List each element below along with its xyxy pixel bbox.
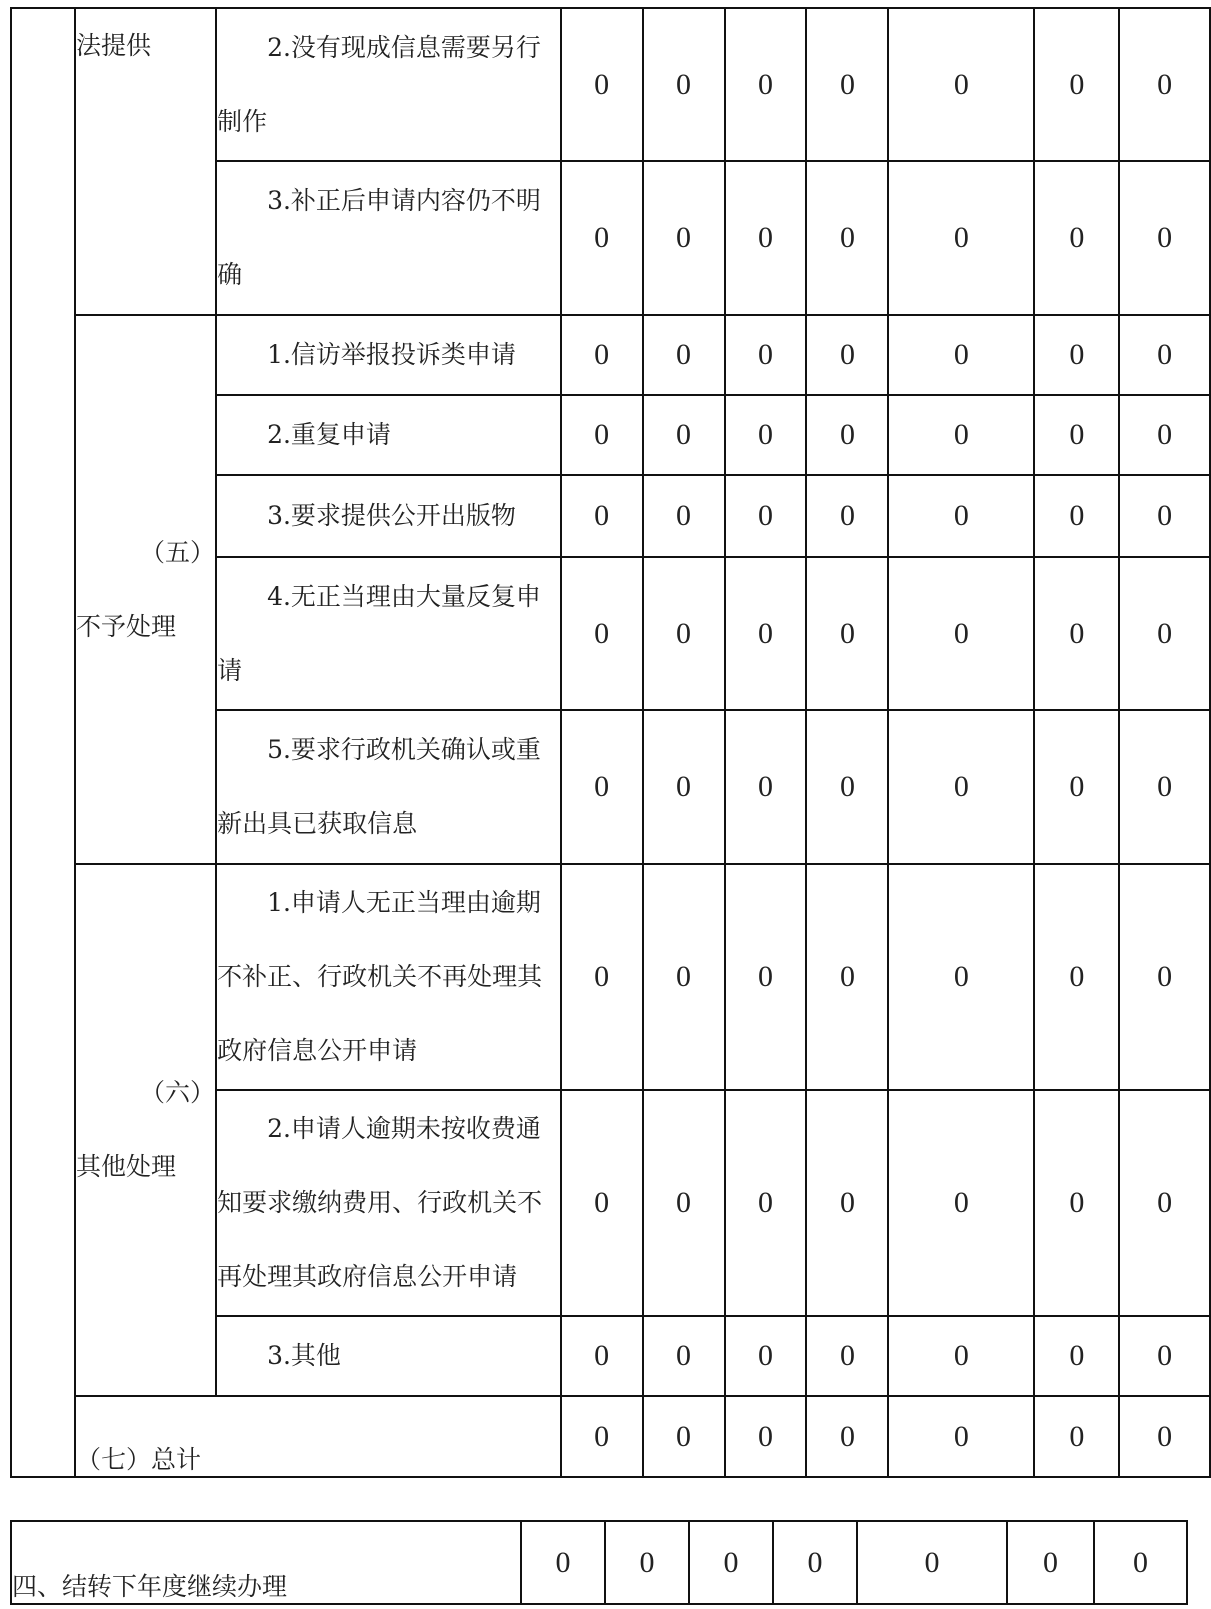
cell-value: 0 — [857, 1521, 1007, 1604]
total-label: （七）总计 — [75, 1396, 561, 1477]
cell-value: 0 — [1119, 8, 1210, 161]
cell-value: 0 — [1034, 395, 1119, 475]
cell-value: 0 — [806, 161, 888, 315]
row-label: 5.要求行政机关确认或重新出具已获取信息 — [216, 710, 561, 864]
cell-value: 0 — [725, 1396, 807, 1477]
cell-value: 0 — [561, 710, 643, 864]
cell-value: 0 — [725, 557, 807, 710]
carryover-row — [11, 1521, 1187, 1604]
cell-value: 0 — [643, 8, 725, 161]
cell-value: 0 — [561, 1396, 643, 1477]
row-label: 3.补正后申请内容仍不明确 — [216, 161, 561, 315]
carryover-table — [10, 1520, 1188, 1605]
cell-value: 0 — [643, 161, 725, 315]
cell-value: 0 — [806, 315, 888, 395]
row-label: 2.没有现成信息需要另行制作 — [216, 8, 561, 161]
cell-value: 0 — [1034, 1316, 1119, 1396]
cell-value: 0 — [725, 864, 807, 1090]
cell-value: 0 — [643, 557, 725, 710]
cell-value: 0 — [806, 864, 888, 1090]
row-label: 1.信访举报投诉类申请 — [216, 315, 561, 395]
cell-value: 0 — [1034, 710, 1119, 864]
cell-value: 0 — [521, 1521, 605, 1604]
carryover-label: 四、结转下年度继续办理 — [11, 1521, 521, 1604]
row-label: 2.申请人逾期未按收费通知要求缴纳费用、行政机关不再处理其政府信息公开申请 — [216, 1090, 561, 1316]
cell-value: 0 — [561, 1316, 643, 1396]
cell-value: 0 — [1119, 395, 1210, 475]
cell-value: 0 — [888, 395, 1034, 475]
cell-value: 0 — [561, 161, 643, 315]
cell-value: 0 — [643, 1316, 725, 1396]
cell-value: 0 — [725, 395, 807, 475]
cell-value: 0 — [725, 1316, 807, 1396]
disclosure-statistics-table — [10, 7, 1211, 1478]
cell-value: 0 — [1119, 864, 1210, 1090]
row-label: 4.无正当理由大量反复申请 — [216, 557, 561, 710]
cell-value: 0 — [806, 1316, 888, 1396]
cell-value: 0 — [643, 395, 725, 475]
cell-value: 0 — [643, 710, 725, 864]
cell-value: 0 — [1119, 475, 1210, 557]
cell-value: 0 — [643, 864, 725, 1090]
cell-value: 0 — [561, 8, 643, 161]
cell-value: 0 — [888, 315, 1034, 395]
table-row — [11, 8, 1210, 161]
cell-value: 0 — [888, 1090, 1034, 1316]
cell-value: 0 — [725, 1090, 807, 1316]
cell-value: 0 — [888, 1396, 1034, 1477]
total-row — [11, 1396, 1210, 1477]
cell-value: 0 — [888, 161, 1034, 315]
cell-value: 0 — [561, 557, 643, 710]
cell-value: 0 — [1007, 1521, 1094, 1604]
cell-value: 0 — [561, 395, 643, 475]
cell-value: 0 — [888, 710, 1034, 864]
cell-value: 0 — [725, 475, 807, 557]
row-label: 3.要求提供公开出版物 — [216, 475, 561, 557]
cell-value: 0 — [561, 475, 643, 557]
outer-category-cell — [11, 8, 75, 1477]
cell-value: 0 — [561, 1090, 643, 1316]
cell-value: 0 — [1034, 161, 1119, 315]
cell-value: 0 — [605, 1521, 689, 1604]
cell-value: 0 — [1119, 315, 1210, 395]
row-label: 2.重复申请 — [216, 395, 561, 475]
cell-value: 0 — [643, 475, 725, 557]
cell-value: 0 — [1034, 315, 1119, 395]
cell-value: 0 — [725, 161, 807, 315]
row-label: 3.其他 — [216, 1316, 561, 1396]
cell-value: 0 — [1034, 1396, 1119, 1477]
table-row — [11, 315, 1210, 395]
cell-value: 0 — [1034, 1090, 1119, 1316]
cell-value: 0 — [806, 8, 888, 161]
cell-value: 0 — [643, 315, 725, 395]
cell-value: 0 — [643, 1090, 725, 1316]
cell-value: 0 — [725, 8, 807, 161]
group-other-process: （六）其他处理 — [75, 864, 216, 1396]
group-unable-provide-tail: 法提供 — [75, 8, 216, 315]
cell-value: 0 — [888, 864, 1034, 1090]
cell-value: 0 — [1119, 161, 1210, 315]
cell-value: 0 — [806, 710, 888, 864]
row-label: 1.申请人无正当理由逾期不补正、行政机关不再处理其政府信息公开申请 — [216, 864, 561, 1090]
cell-value: 0 — [806, 557, 888, 710]
cell-value: 0 — [1094, 1521, 1187, 1604]
cell-value: 0 — [1034, 864, 1119, 1090]
cell-value: 0 — [561, 864, 643, 1090]
cell-value: 0 — [888, 475, 1034, 557]
cell-value: 0 — [1119, 1090, 1210, 1316]
cell-value: 0 — [1034, 475, 1119, 557]
table-row — [11, 864, 1210, 1090]
group-not-process: （五）不予处理 — [75, 315, 216, 864]
cell-value: 0 — [1034, 8, 1119, 161]
cell-value: 0 — [888, 557, 1034, 710]
cell-value: 0 — [888, 8, 1034, 161]
cell-value: 0 — [773, 1521, 857, 1604]
cell-value: 0 — [806, 1396, 888, 1477]
cell-value: 0 — [689, 1521, 773, 1604]
cell-value: 0 — [1119, 710, 1210, 864]
cell-value: 0 — [888, 1316, 1034, 1396]
cell-value: 0 — [1119, 1396, 1210, 1477]
cell-value: 0 — [1119, 557, 1210, 710]
cell-value: 0 — [725, 315, 807, 395]
cell-value: 0 — [1119, 1316, 1210, 1396]
cell-value: 0 — [806, 1090, 888, 1316]
cell-value: 0 — [561, 315, 643, 395]
cell-value: 0 — [806, 395, 888, 475]
cell-value: 0 — [643, 1396, 725, 1477]
cell-value: 0 — [806, 475, 888, 557]
cell-value: 0 — [1034, 557, 1119, 710]
cell-value: 0 — [725, 710, 807, 864]
